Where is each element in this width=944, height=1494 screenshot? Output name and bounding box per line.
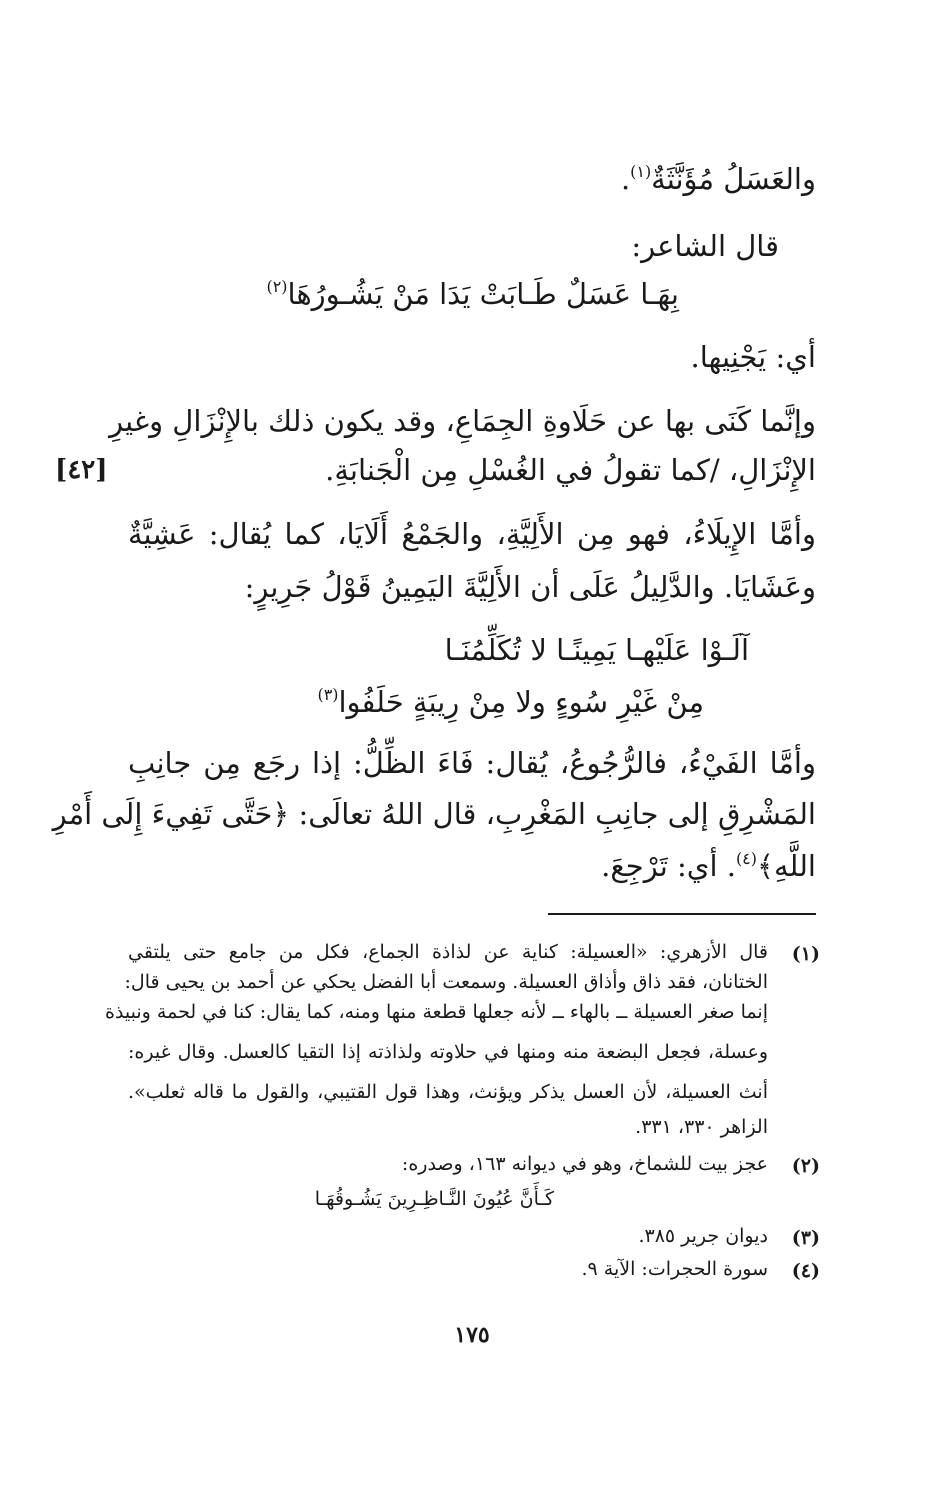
text-line: الإِنْزَالِ، /كما تقولُ في الغُسْلِ مِن الْجَنابَةِ. — [325, 453, 816, 487]
page-number: ١٧٥ — [454, 1322, 490, 1348]
text-line: المَشْرِقِ إلى جانِبِ المَغْرِبِ، قال اللهُ تعالَى: ﴿حَتَّى تَفِيءَ إِلَى أَمْرِ — [52, 797, 816, 831]
text-line: وأمَّا الفَيْءُ، فالرُّجُوعُ، يُقال: فَاءَ الظِّلُّ: إذا رجَع مِن جانِبِ — [128, 746, 816, 780]
footnote-number: (٣) — [791, 1227, 820, 1249]
text-line: أي: يَجْنِيها. — [690, 340, 816, 374]
verse-text: مِنْ غَيْرِ سُوءٍ ولا مِنْ رِيبَةٍ حَلَفُوا — [338, 685, 704, 719]
text-span: . — [620, 162, 631, 196]
verse-text: بِهَـا عَسَلٌ طَـابَتْ يَدَا مَنْ يَشُـورُهَا — [287, 277, 679, 311]
footnote-line: عجز بيت للشماخ، وهو في ديوانه ١٦٣، وصدره: — [401, 1153, 768, 1175]
text-span: والعَسَلُ مُؤَنَّثَةٌ — [651, 162, 816, 196]
footnote-line: الزاهر ٣٣٠، ٣٣١. — [635, 1116, 768, 1138]
text-line: وعَشَايَا. والدَّلِيلُ عَلَى أن الأَلِيَّةَ اليَمِينُ قَوْلُ جَرِيرٍ: — [244, 570, 816, 604]
text-line — [620, 162, 816, 196]
margin-page-ref: [٤٢] — [55, 455, 108, 485]
footnote-line: أنث العسيلة، لأن العسل يذكر ويؤنث، وهذا قول القتيبي، والقول ما قاله ثعلب». — [128, 1081, 768, 1103]
footnote-ref: (٤) — [735, 849, 757, 869]
verse-line — [317, 685, 704, 719]
text-line: قال الشاعر: — [631, 229, 779, 263]
footnote-line: ديوان جرير ٣٨٥. — [638, 1225, 768, 1247]
footnote-ref: (٢) — [266, 277, 288, 297]
footnote-number: (٤) — [791, 1260, 820, 1282]
footnote-number: (١) — [791, 943, 820, 965]
footnote-separator — [548, 913, 816, 915]
footnote-ref: (١) — [630, 162, 652, 182]
footnote-line: قال الأزهري: «العسيلة: كناية عن لذاذة الجماع، فكل من جامع حتى يلتقي — [128, 941, 768, 963]
footnote-line: إنما صغر العسيلة ــ بالهاء ــ لأنه جعلها قطعة منها ومنه، كما يقال: كنا في لحمة ونبيذة — [105, 1001, 768, 1023]
text-line: وأمَّا الإِيلَاءُ، فهو مِن الأَلِيَّةِ، والجَمْعُ أَلَايَا، كما يُقال: عَشِيَّةٌ — [128, 517, 816, 551]
verse-line: آلَـوْا عَلَيْهـا يَمِينًـا لا تُكَلِّمُنَـا — [444, 633, 749, 667]
text-span: . أي: تَرْجِعَ. — [601, 849, 736, 883]
footnote-line: سورة الحجرات: الآية ٩. — [581, 1258, 768, 1280]
footnote-number: (٢) — [791, 1155, 820, 1177]
text-span: اللَّهِ﴾ — [756, 849, 816, 883]
footnote-verse: كَـأَنَّ عُيُونَ النَّـاظِـرِينَ يَشُـوقُهَـا — [314, 1188, 554, 1210]
footnote-line: الختانان، فقد ذاق وأذاق العسيلة. وسمعت أبا الفضل يحكي عن أحمد بن يحيى قال: — [124, 971, 768, 993]
text-line: وإنَّما كَنَى بها عن حَلَاوةِ الجِمَاعِ، وقد يكون ذلك بالإِنْزَالِ وغيرِ — [109, 404, 816, 438]
verse-line — [266, 277, 679, 311]
text-line — [601, 849, 816, 883]
footnote-line: وعسلة، فجعل البضعة منه ومنها في حلاوته ولذاذته إذا التقيا كالعسل. وقال غيره: — [128, 1041, 768, 1063]
footnote-ref: (٣) — [317, 685, 339, 705]
